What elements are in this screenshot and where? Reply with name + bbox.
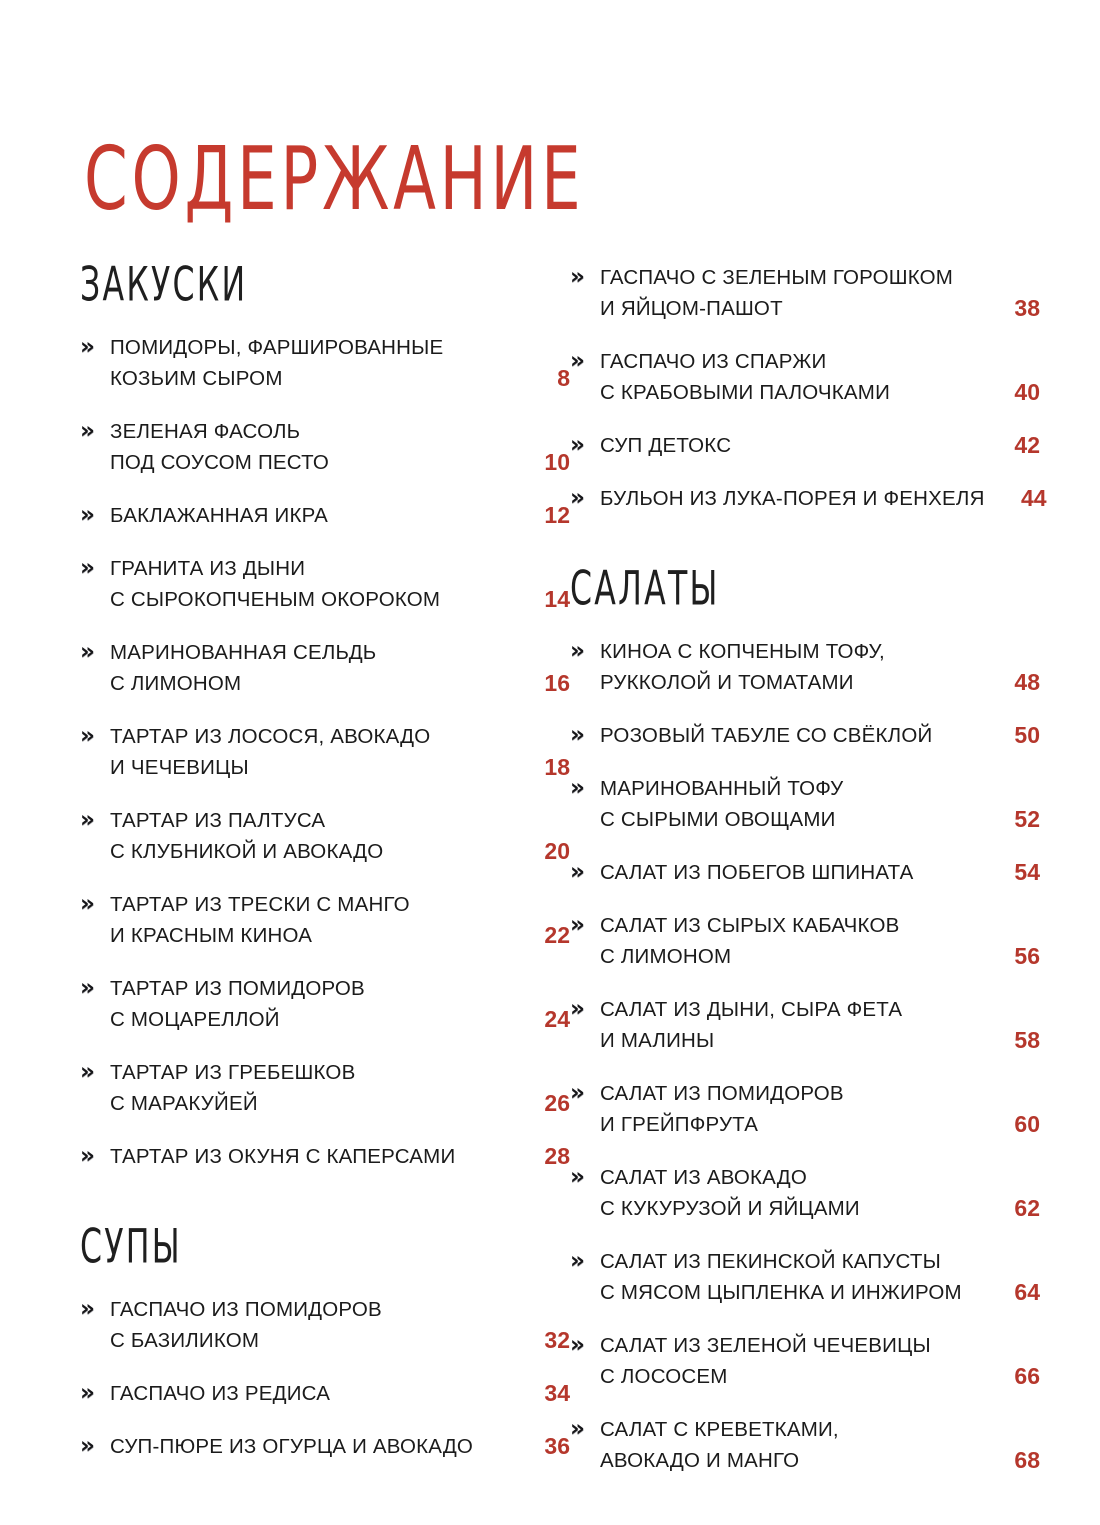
toc-entry-page-number: 56 [1014,943,1040,969]
toc-entry-page-number: 36 [544,1433,570,1459]
toc-entry-title-line: С СЫРЫМИ ОВОЩАМИ [600,808,836,831]
chevron-right-double-icon: » [80,723,95,749]
toc-entry-title [110,332,516,394]
toc-entry-title-line: С МОЦАРЕЛЛОЙ [110,1008,280,1031]
toc-entry[interactable] [80,805,570,867]
toc-entry-title [600,430,986,461]
toc-entry-title [110,1141,516,1172]
toc-entry-title-line: ГРАНИТА ИЗ ДЫНИ [110,557,306,580]
toc-entry[interactable] [80,416,570,478]
chevron-right-double-icon: » [80,1296,95,1322]
toc-entry-title-line: ТАРТАР ИЗ ЛОСОСЯ, АВОКАДО [110,725,431,748]
toc-entry-title [600,720,986,751]
toc-entry[interactable] [80,332,570,394]
toc-entry-title [110,973,516,1035]
toc-entry-page-number: 16 [544,670,570,696]
toc-entry-title-line: ТАРТАР ИЗ ПАЛТУСА [110,809,326,832]
toc-entry-title-line: САЛАТ ИЗ ПОБЕГОВ ШПИНАТА [600,861,914,884]
toc-entry[interactable] [80,500,570,531]
toc-entry-title [110,721,516,783]
chevron-right-double-icon: » [80,639,95,665]
toc-entry-title-line: С КРАБОВЫМИ ПАЛОЧКАМИ [600,381,891,404]
toc-entry-page-number: 62 [1014,1195,1040,1221]
toc-entry-page-number: 54 [1014,859,1040,885]
toc-entry-title-line: И КРАСНЫМ КИНОА [110,924,313,947]
toc-entry-title [600,910,986,972]
toc-entry-page-number: 60 [1014,1111,1040,1137]
toc-section [570,562,1040,1476]
chevron-right-double-icon: » [570,1248,585,1274]
chevron-right-double-icon: » [570,485,585,511]
chevron-right-double-icon: » [570,264,585,290]
toc-entry-page-number: 10 [544,449,570,475]
toc-entry[interactable] [570,720,1040,751]
chevron-right-double-icon: » [570,1080,585,1106]
toc-entry-title [110,637,516,699]
toc-entry-title-line: АВОКАДО И МАНГО [600,1449,800,1472]
toc-column-left [80,258,570,1462]
toc-entry-title-line: БУЛЬОН ИЗ ЛУКА-ПОРЕЯ И ФЕНХЕЛЯ [600,487,985,510]
toc-entry-title-line: САЛАТ ИЗ ПОМИДОРОВ [600,1082,844,1105]
chevron-right-double-icon: » [80,807,95,833]
chevron-right-double-icon: » [80,891,95,917]
toc-entry-title-line: ТАРТАР ИЗ ТРЕСКИ С МАНГО [110,893,410,916]
toc-entry-list [80,332,570,1172]
toc-entry[interactable] [80,1378,570,1409]
toc-entry-page-number: 68 [1014,1447,1040,1473]
toc-entry-title-line: С КЛУБНИКОЙ И АВОКАДО [110,840,384,863]
chevron-right-double-icon: » [80,502,95,528]
toc-entry-page-number: 40 [1014,379,1040,405]
toc-entry[interactable] [570,1330,1040,1392]
toc-entry-title-line: СУП-ПЮРЕ ИЗ ОГУРЦА И АВОКАДО [110,1435,474,1458]
toc-entry[interactable] [80,721,570,783]
chevron-right-double-icon: » [570,775,585,801]
toc-section [80,258,570,1172]
toc-entry-page-number: 58 [1014,1027,1040,1053]
chevron-right-double-icon: » [570,638,585,664]
toc-section [80,1220,570,1462]
toc-entry-title [600,346,986,408]
toc-entry-title-line: С ЛИМОНОМ [600,945,732,968]
toc-entry-title [110,1294,516,1356]
toc-entry-title [110,553,516,615]
chevron-right-double-icon: » [80,555,95,581]
toc-entry-title [600,636,986,698]
toc-entry-page-number: 64 [1014,1279,1040,1305]
toc-entry-title-line: С ЛОСОСЕМ [600,1365,728,1388]
toc-entry-page-number: 34 [544,1380,570,1406]
toc-entry-title [110,1378,516,1409]
toc-entry-title-line: САЛАТ ИЗ ПЕКИНСКОЙ КАПУСТЫ [600,1250,941,1273]
toc-entry-list [80,1294,570,1462]
toc-entry-title-line: ГАСПАЧО ИЗ РЕДИСА [110,1382,331,1405]
toc-entry[interactable] [570,262,1040,324]
chevron-right-double-icon: » [570,1164,585,1190]
toc-entry-title [600,483,993,514]
toc-entry-page-number: 50 [1014,722,1040,748]
toc-entry-title-line: ГАСПАЧО С ЗЕЛЕНЫМ ГОРОШКОМ [600,266,954,289]
toc-entry[interactable] [570,1414,1040,1476]
chevron-right-double-icon: » [570,859,585,885]
toc-entry-page-number: 42 [1014,432,1040,458]
chevron-right-double-icon: » [570,722,585,748]
chevron-right-double-icon: » [80,1433,95,1459]
toc-entry-page-number: 14 [544,586,570,612]
toc-entry-title-line: С МЯСОМ ЦЫПЛЕНКА И ИНЖИРОМ [600,1281,962,1304]
toc-entry-title-line: И ГРЕЙПФРУТА [600,1113,759,1136]
toc-entry-title-line: САЛАТ ИЗ АВОКАДО [600,1166,807,1189]
toc-entry-title-line: С СЫРОКОПЧЕНЫМ ОКОРОКОМ [110,588,441,611]
toc-entry-title-line: РОЗОВЫЙ ТАБУЛЕ СО СВЁКЛОЙ [600,724,933,747]
toc-entry-title-line: СУП ДЕТОКС [600,434,732,457]
toc-entry[interactable] [570,483,1047,514]
toc-entry-title-line: САЛАТ ИЗ ЗЕЛЕНОЙ ЧЕЧЕВИЦЫ [600,1334,931,1357]
toc-entry-title-line: ГАСПАЧО ИЗ ПОМИДОРОВ [110,1298,382,1321]
toc-entry[interactable] [570,773,1040,835]
toc-entry-title [600,262,986,324]
toc-entry-title-line: САЛАТ С КРЕВЕТКАМИ, [600,1418,839,1441]
toc-columns [0,258,1100,1476]
toc-entry[interactable] [80,637,570,699]
chevron-right-double-icon: » [570,912,585,938]
toc-entry-title [110,889,516,951]
toc-entry[interactable] [80,889,570,951]
toc-entry[interactable] [80,973,570,1035]
toc-entry-title-line: КОЗЬИМ СЫРОМ [110,367,283,390]
toc-entry[interactable] [80,1431,570,1462]
toc-entry-title-line: САЛАТ ИЗ СЫРЫХ КАБАЧКОВ [600,914,900,937]
toc-section-heading-wrap [570,562,1040,618]
chevron-right-double-icon: » [570,432,585,458]
toc-entry-title-line: С КУКУРУЗОЙ И ЯЙЦАМИ [600,1197,860,1220]
toc-entry[interactable] [570,994,1040,1056]
toc-entry-title-line: САЛАТ ИЗ ДЫНИ, СЫРА ФЕТА [600,998,903,1021]
toc-entry-title-line: ЗЕЛЕНАЯ ФАСОЛЬ [110,420,301,443]
toc-entry-page-number: 44 [1021,485,1047,511]
chevron-right-double-icon: » [80,1143,95,1169]
toc-entry[interactable] [80,1294,570,1356]
toc-entry-page-number: 26 [544,1090,570,1116]
toc-entry-title [600,1414,986,1476]
toc-entry-title [600,1330,986,1392]
toc-entry[interactable] [570,1162,1040,1224]
chevron-right-double-icon: » [80,418,95,444]
toc-entry[interactable] [570,430,1040,461]
chevron-right-double-icon: » [80,334,95,360]
toc-entry-page-number: 32 [544,1327,570,1353]
toc-entry[interactable] [570,346,1040,408]
chevron-right-double-icon: » [570,348,585,374]
toc-entry-title [600,1162,986,1224]
toc-entry-title-line: КИНОА С КОПЧЕНЫМ ТОФУ, [600,640,885,663]
toc-entry-title-line: ТАРТАР ИЗ ОКУНЯ С КАПЕРСАМИ [110,1145,456,1168]
toc-entry-title-line: С МАРАКУЙЕЙ [110,1092,258,1115]
toc-entry-title-line: МАРИНОВАННЫЙ ТОФУ [600,777,844,800]
chevron-right-double-icon: » [80,1380,95,1406]
toc-entry-title-line: С БАЗИЛИКОМ [110,1329,260,1352]
toc-entry-title [110,1057,516,1119]
chevron-right-double-icon: » [80,1059,95,1085]
toc-entry-title [110,805,516,867]
toc-entry-title-line: И ЧЕЧЕВИЦЫ [110,756,249,779]
chevron-right-double-icon: » [570,1332,585,1358]
toc-entry-page-number: 38 [1014,295,1040,321]
toc-entry-title-line: ПОМИДОРЫ, ФАРШИРОВАННЫЕ [110,336,444,359]
toc-entry-title [600,857,986,888]
toc-entry-title [600,994,986,1056]
toc-entry-page-number: 24 [544,1006,570,1032]
toc-entry[interactable] [80,1141,570,1172]
toc-section [570,262,1047,514]
toc-entry-title [600,773,986,835]
toc-entry-page-number: 20 [544,838,570,864]
toc-entry[interactable] [570,910,1040,972]
toc-entry-title [110,1431,516,1462]
toc-entry[interactable] [570,1078,1040,1140]
toc-entry-title [600,1246,986,1308]
toc-entry[interactable] [570,636,1040,698]
toc-entry-page-number: 48 [1014,669,1040,695]
toc-entry[interactable] [570,1246,1040,1308]
toc-entry-title-line: И МАЛИНЫ [600,1029,715,1052]
toc-entry-title [600,1078,986,1140]
toc-column-right [570,262,1047,1476]
toc-entry[interactable] [570,857,1040,888]
toc-section-heading: ЗАКУСКИ [80,258,248,313]
toc-section-heading: СУПЫ [80,1220,182,1275]
toc-section-heading: САЛАТЫ [570,562,720,617]
toc-entry-title-line: И ЯЙЦОМ-ПАШОТ [600,297,783,320]
page-title: СОДЕРЖАНИЕ [84,128,585,231]
chevron-right-double-icon: » [570,1416,585,1442]
toc-section-heading-wrap [80,258,570,314]
toc-entry-title-line: ГАСПАЧО ИЗ СПАРЖИ [600,350,827,373]
toc-entry[interactable] [80,553,570,615]
toc-entry-page-number: 22 [544,922,570,948]
toc-entry-title [110,500,516,531]
toc-entry-title-line: РУККОЛОЙ И ТОМАТАМИ [600,671,854,694]
toc-entry-title-line: БАКЛАЖАННАЯ ИКРА [110,504,328,527]
toc-entry-title-line: ПОД СОУСОМ ПЕСТО [110,451,330,474]
toc-entry-page-number: 28 [544,1143,570,1169]
toc-entry-list [570,636,1040,1476]
toc-entry-page-number: 52 [1014,806,1040,832]
toc-entry-page-number: 8 [557,365,570,391]
chevron-right-double-icon: » [570,996,585,1022]
toc-entry-page-number: 66 [1014,1363,1040,1389]
toc-entry-title-line: ТАРТАР ИЗ ПОМИДОРОВ [110,977,365,1000]
chevron-right-double-icon: » [80,975,95,1001]
toc-entry-list [570,262,1047,514]
toc-entry-page-number: 18 [544,754,570,780]
toc-section-heading-wrap [80,1220,570,1276]
toc-entry-title-line: С ЛИМОНОМ [110,672,242,695]
toc-entry-title-line: МАРИНОВАННАЯ СЕЛЬДЬ [110,641,377,664]
toc-entry[interactable] [80,1057,570,1119]
toc-entry-title [110,416,516,478]
toc-entry-title-line: ТАРТАР ИЗ ГРЕБЕШКОВ [110,1061,356,1084]
toc-entry-page-number: 12 [544,502,570,528]
